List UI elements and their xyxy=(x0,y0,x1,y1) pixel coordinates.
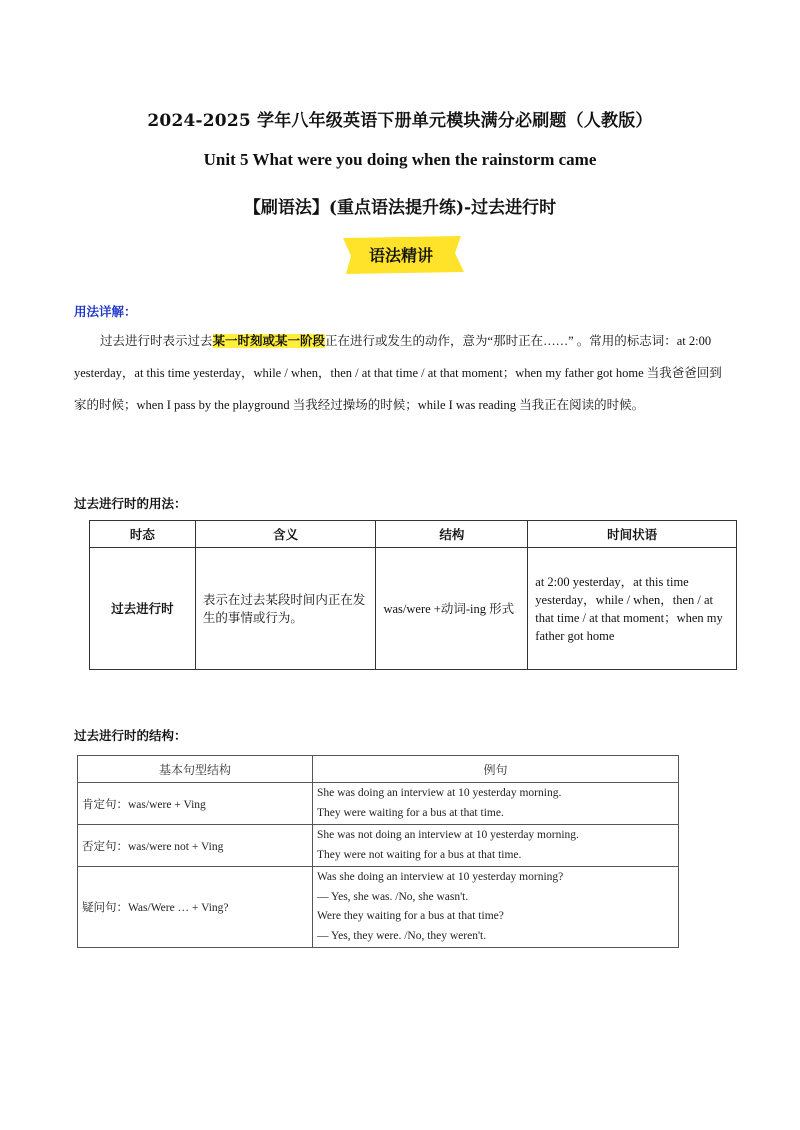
unit-title: Unit 5 What were you doing when the rainstorm came xyxy=(203,150,597,169)
pattern-question: 疑问句：Was/Were … + Ving? xyxy=(78,867,313,948)
usage-table-label: 过去进行时的用法： xyxy=(74,496,187,511)
usage-text-after: 正在进行或发生的动作，意为“那时正在……” 。常用的标志词：at 2:00 yesterday，at this time yesterday，while / when，then / at that time / at that moment；when my father got home 当我爸爸回到家的时候；when I pass by the playground 当我经过操场的时候；while I was reading 当我正在阅读的时候。 xyxy=(74,334,722,412)
cell-tense: 过去进行时 xyxy=(90,548,196,670)
usage-table-row xyxy=(90,548,737,670)
structure-row-affirmative xyxy=(78,783,679,825)
example-line: Were they waiting for a bus at that time? xyxy=(317,910,504,922)
example-line: She was not doing an interview at 10 yesterday morning. xyxy=(317,829,579,841)
usage-detail-label: 用法详解： xyxy=(74,304,137,319)
pattern-affirmative: 肯定句：was/were + Ving xyxy=(78,783,313,825)
usage-text-before: 过去进行时表示过去 xyxy=(100,334,213,348)
usage-table-header-row xyxy=(90,521,737,548)
header-sentence-pattern: 基本句型结构 xyxy=(78,756,313,783)
example-line: — Yes, they were. /No, they weren't. xyxy=(317,929,487,942)
header-tense: 时态 xyxy=(90,521,196,548)
banner-label: 语法精讲 xyxy=(368,246,433,265)
cell-structure: was/were +动词-ing 形式 xyxy=(376,548,528,670)
structure-table-label: 过去进行时的结构： xyxy=(74,728,187,743)
usage-table xyxy=(89,520,737,670)
example-line: — Yes, she was. /No, she wasn't. xyxy=(317,890,469,903)
cell-time-adverbial: at 2:00 yesterday，at this time yesterday，while / when，then / at that time / at that moment；when my father got home xyxy=(528,548,737,670)
examples-question xyxy=(313,867,679,948)
example-line: They were waiting for a bus at that time. xyxy=(317,806,504,819)
pattern-negative: 否定句：was/were not + Ving xyxy=(78,825,313,867)
cell-meaning: 表示在过去某段时间内正在发生的事情或行为。 xyxy=(195,548,376,670)
usage-detail-paragraph xyxy=(74,325,726,421)
structure-row-question xyxy=(78,867,679,948)
examples-negative xyxy=(313,825,679,867)
usage-highlight: 某一时刻或某一阶段 xyxy=(212,334,326,348)
examples-affirmative xyxy=(313,783,679,825)
grammar-banner xyxy=(337,234,465,276)
example-line: She was doing an interview at 10 yesterday morning. xyxy=(317,787,562,799)
structure-row-negative xyxy=(78,825,679,867)
header-time-adverbial: 时间状语 xyxy=(528,521,737,548)
document-title: 2024-2025 学年八年级英语下册单元模块满分必刷题（人教版） xyxy=(147,111,653,131)
header-meaning: 含义 xyxy=(195,521,376,548)
example-line: Was she doing an interview at 10 yesterday morning? xyxy=(317,871,564,883)
header-structure: 结构 xyxy=(376,521,528,548)
structure-table xyxy=(77,755,679,948)
header-example: 例句 xyxy=(313,756,679,783)
example-line: They were not waiting for a bus at that time. xyxy=(317,848,522,861)
structure-table-header-row xyxy=(78,756,679,783)
section-title: 【刷语法】(重点语法提升练)-过去进行时 xyxy=(243,198,557,218)
